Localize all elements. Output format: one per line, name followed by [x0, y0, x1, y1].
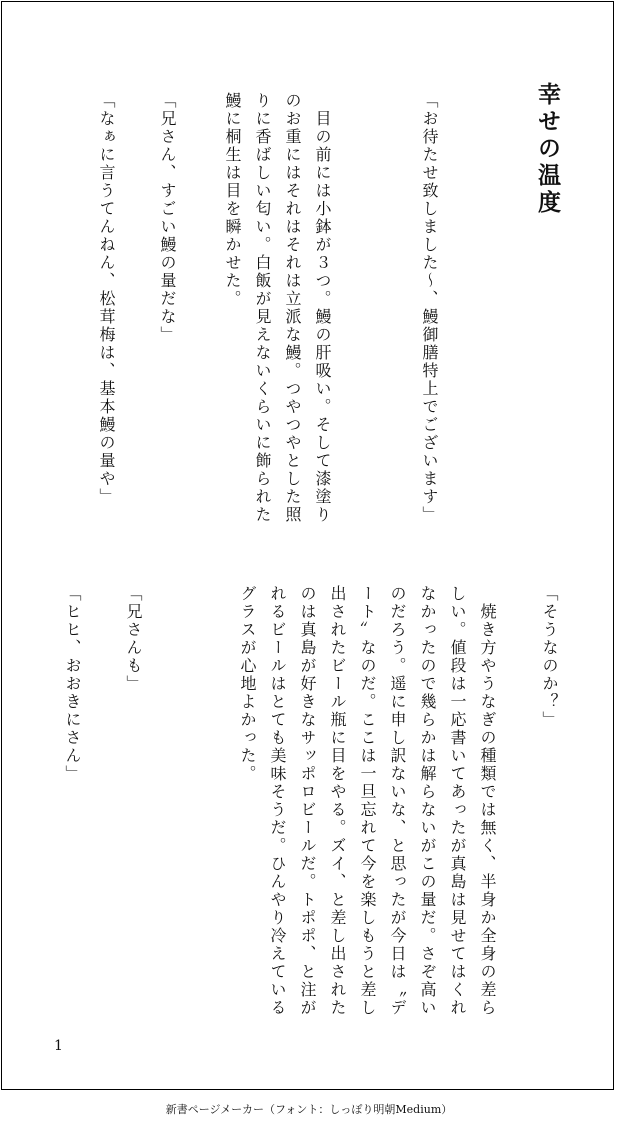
- dialogue-line: 「なぁに言うてんねん、松茸梅は、基本鰻の量や」: [97, 92, 116, 506]
- dialogue-line: 「そうなのか？」: [540, 585, 559, 729]
- page-title: 幸せの温度: [534, 82, 561, 217]
- narration-paragraph: 目の前には小鉢が３つ。鰻の肝吸い。そして漆塗りのお重にはそれはそれは立派な鰻。つやつやとした照りに香ばしい匂い。白飯が見えないくらいに飾られた鰻に桐生は目を瞬かせた。: [223, 92, 332, 524]
- book-page: [1, 1, 614, 1090]
- narration-paragraph: 焼き方やうなぎの種類では無く、半身か全身の差らしい。値段は一応書いてあったが真島は見せてはくれなかったので幾らかは解らないがこの量だ。さぞ高いのだろう。遥に申し訳ないな、と思ったが今日は〝デート〟なのだ。ここは一旦忘れて今を楽しもうと差し出されたビール瓶に目をやる。ズイ、と差し出されたのは真島が好きなサッポロビールだ。トポポ、と注がれるビールはとても美味そうだ。ひんやり冷えているグラスが心地よかった。: [238, 585, 497, 1017]
- dialogue-line: 「お待たせ致しました〜、鰻御膳特上でございます」: [420, 92, 439, 524]
- dialogue-line: 「兄さんも」: [124, 585, 143, 693]
- dialogue-line: 「ヒヒ、おおきにさん」: [63, 585, 82, 783]
- page-number: 1: [54, 1038, 63, 1054]
- footer-caption: 新書ページメーカー（フォント：しっぽり明朝Medium）: [165, 1103, 453, 1116]
- dialogue-line: 「兄さん、すごい鰻の量だな」: [158, 92, 177, 344]
